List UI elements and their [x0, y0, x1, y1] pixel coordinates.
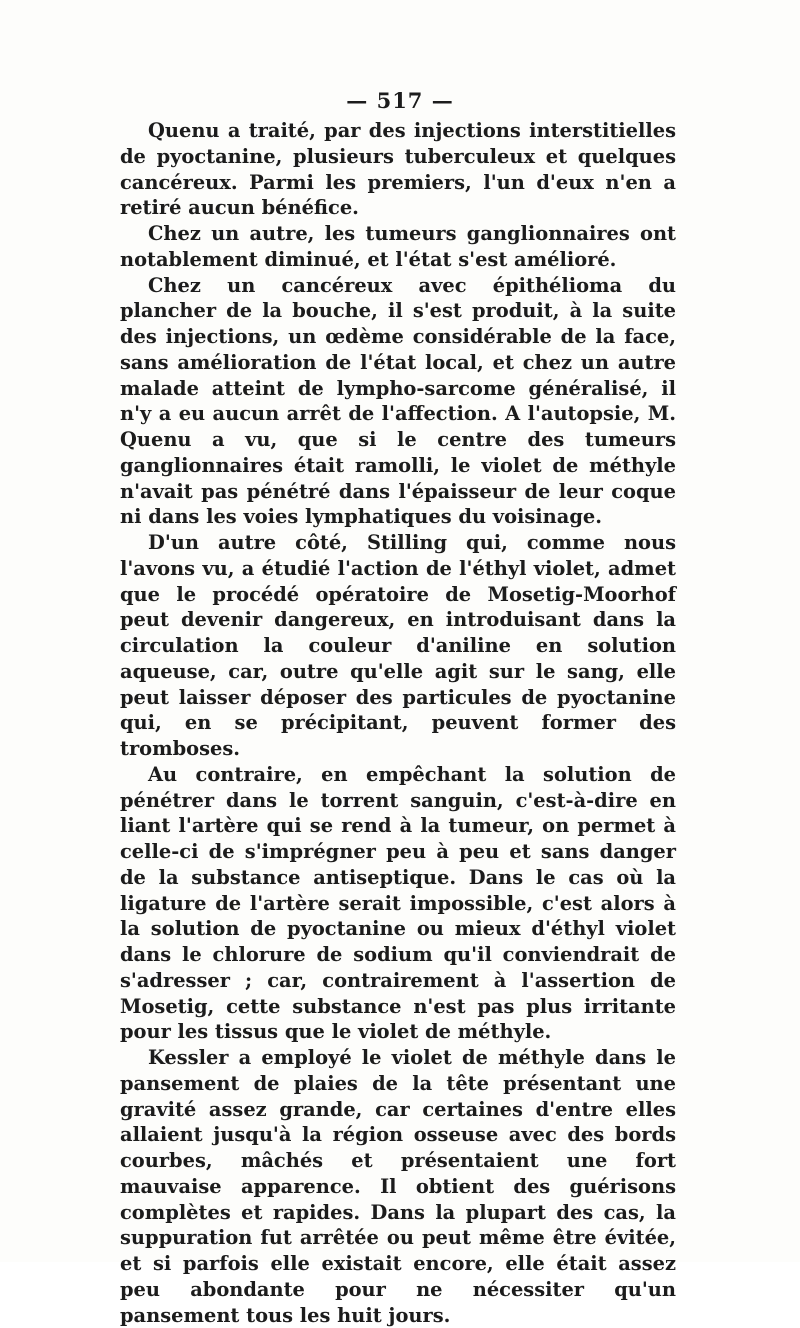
paragraph: Kessler a employé le violet de méthyle dans le pansement de plaies de la tête présentant une gravité assez grande, car certaines d'entre elles allaient jusqu'à la région osseuse avec des bords courbes, mâchés et présentaient une fort mauvaise apparence. Il obtient des guérisons complètes et rapides. Dans la plupart des cas, la suppuration fut arrêtée ou peut même être évitée, et si parfois elle existait encore, elle était assez peu abondante pour ne nécessiter qu'un pansement tous les huit jours. [120, 1046, 676, 1327]
paragraph: Quenu a traité, par des injections interstitielles de pyoctanine, plusieurs tuberculeux et quelques cancéreux. Parmi les premiers, l'un d'eux n'en a retiré aucun bénéfice. [120, 119, 676, 220]
paragraph: Chez un cancéreux avec épithélioma du plancher de la bouche, il s'est produit, à la suite des injections, un œdème considérable de la face, sans amélioration de l'état local, et chez un autre malade atteint de lympho-sarcome généralisé, il n'y a eu aucun arrêt de l'affection. A l'autopsie, M. Quenu a vu, que si le centre des tumeurs ganglionnaires était ramolli, le violet de méthyle n'avait pas pénétré dans l'épaisseur de leur coque ni dans les voies lymphatiques du voisinage. [120, 273, 676, 529]
body-text [120, 118, 676, 1328]
paragraph: D'un autre côté, Stilling qui, comme nous l'avons vu, a étudié l'action de l'éthyl violet, admet que le procédé opératoire de Mosetig-Moorhof peut devenir dangereux, en introduisant dans la circulation la couleur d'aniline en solution aqueuse, car, outre qu'elle agit sur le sang, elle peut laisser déposer des particules de pyoctanine qui, en se précipitant, peuvent former des tromboses. [120, 531, 676, 760]
paragraph: Au contraire, en empêchant la solution de pénétrer dans le torrent sanguin, c'est-à-dire en liant l'artère qui se rend à la tumeur, on permet à celle-ci de s'imprégner peu à peu et sans danger de la substance antiseptique. Dans le cas où la ligature de l'artère serait impossible, c'est alors à la solution de pyoctanine ou mieux d'éthyl violet dans le chlorure de sodium qu'il conviendrait de s'adresser ; car, contrairement à l'assertion de Mosetig, cette substance n'est pas plus irritante pour les tissus que le violet de méthyle. [120, 762, 676, 1044]
paragraph: Chez un autre, les tumeurs ganglionnaires ont notablement diminué, et l'état s'est amélioré. [120, 222, 676, 271]
page-number: — 517 — [346, 88, 454, 113]
